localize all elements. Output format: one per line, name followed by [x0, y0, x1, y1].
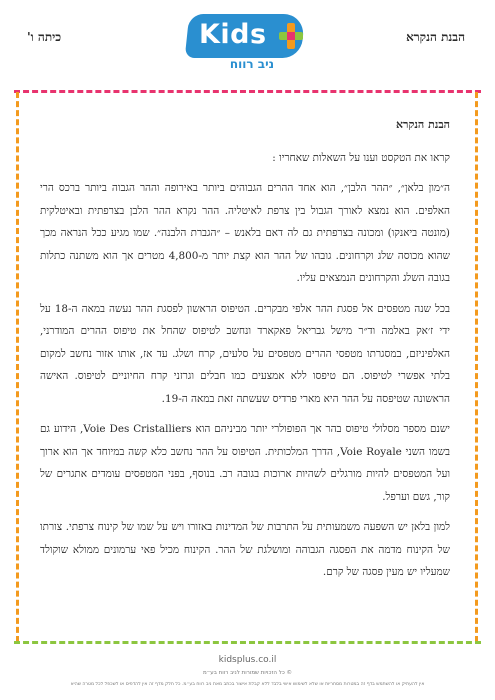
paragraph: ה״מון בלאן״, ״ההר הלבן״, הוא אחד ההרים הגבוהים ביותר באירופה וההר הגבוה ביותר ברכס הרי האלפים. הוא נמצא לאורך הגבול בין צרפת לאיטליה. ההר נקרא ההר הלבן בצרפתית ובאיטלקית (מונטה ביאנקו) ומכונה בצרפתית גם לה דאם בלאנש – ״הגברת הלבנה״. שמו מגיע ככל הנראה מכך שהוא מכוסה שלג וקרחונים. גובהו של ההר הוא קצת יותר מ-4,800 מטרים אך הוא משתנה כתלות בגובה השלג והקרחונים הנמצאים עליו.: [40, 182, 451, 284]
footer-legal: אין להעתיק או להשתמש בדף זה במטרות מסחריות או שלא לשימוש אישי בלבד ללא קבלת אישור בכתב מאת ניב רווח בע״מ. כל חלק מדף זה אין להדפיס או לשכפל לכל מטרה שהיא: [70, 682, 425, 687]
worksheet-title: הבנת הנקרא: [395, 118, 450, 131]
frame-top-border: [14, 90, 481, 93]
logo-subtitle: ניב רווח: [229, 57, 275, 71]
worksheet-instruction: קראו את הטקסט וענו על השאלות שאחריו :: [272, 151, 450, 164]
footer-url[interactable]: kidsplus.co.il: [218, 655, 277, 665]
worksheet-body: [40, 110, 450, 592]
footer-copyright: © כל הזכויות שמורות לניב רווח בע״מ: [203, 670, 292, 676]
logo-text: Kids: [199, 19, 267, 50]
frame-right-border: [475, 92, 478, 642]
paragraph: בכל שנה מטפסים אל פסגת ההר אלפי מבקרים. הטיפוס הראשון לפסגת ההר נעשה במאה ה-18 על ידי ז׳אק באלמה וד״ר מישל גבריאל פאקארד ונחשב לטיפוס שהחל את טיפוס ההרים המודרני, האלפיניזם, במסגרתו מטפסי ההרים מטפסים על סלעים, קרח ושלג. עד אז, אותו אזור נחשב למקום בלתי אפשרי לטיפוס. הם טיפסו ללא אמצעים כמו חבלים וגרזני קרח החיוניים לטיפוס. האישה הראשונה שטיפסה על ההר היא מארי פרדיס שעשתה זאת במאה ה-19.: [40, 302, 450, 405]
subject-label: הבנת הנקרא: [406, 30, 465, 44]
frame-left-border: [16, 92, 19, 642]
plus-icon: [279, 23, 303, 49]
page-header: [0, 0, 495, 80]
grade-label: כיתה ו': [27, 30, 62, 44]
paragraph: ישנם מספר מסלולי טיפוס בהר אך הפופולרי יותר מביניהם הוא Voie Des Cristalliers, הידוע גם בשמו השני Voie Royale, הדרך המלכותית. הטיפוס על ההר נחשב כלא קשה במיוחד אך הוא ארוך ועל המטפסים להיות מורגלים לשהיות ארוכות בגובה רב. בנוסף, בפני המטפסים עומדים אתגרים של קור, גשם וערפל.: [40, 423, 451, 503]
kids-logo: [187, 14, 305, 74]
paragraph: למון בלאן יש השפעה משמעותית על התרבות של המדינות באזורו ויש על שמו של קינוח צרפתי. צורתו של הקינוח מדמה את הפסגה הגבוהה ומושלגת של ההר. הקינוח מכיל פאי ערמונים ממולא שוקולד שמעליו יש מעין פסגה של קרם.: [40, 521, 450, 578]
frame-bottom-border: [14, 641, 481, 644]
